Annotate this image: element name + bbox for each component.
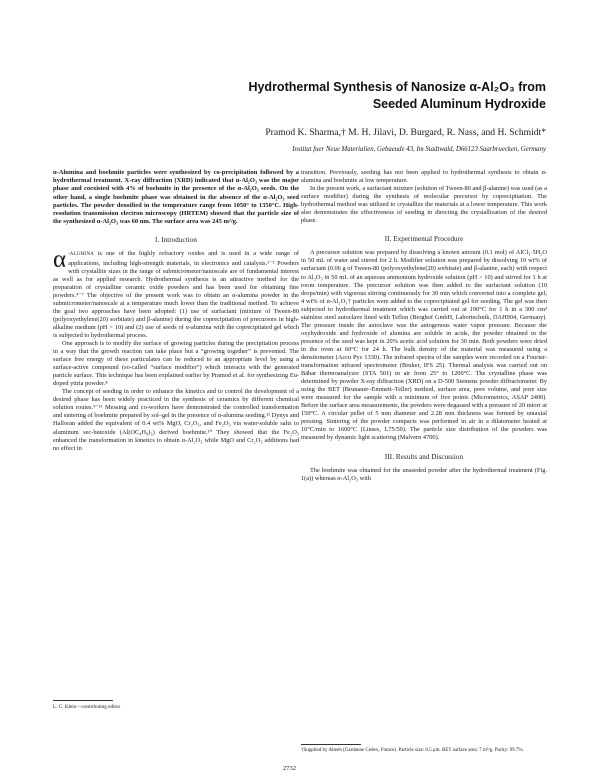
footnote-rule-right	[301, 744, 361, 745]
right-paragraph-1: transition. Previously, seeding has not been applied to hydrothermal synthesis to obtain α-alumina and boehmite at low temperature.	[301, 169, 547, 185]
left-column	[53, 169, 299, 453]
footnote-rule-left	[53, 700, 113, 701]
experimental-paragraph: A precursor solution was prepared by dissolving a known amount (0.1 mol) of AlCl₃·5H₂O in 50 mL of water and stirred for 2 h. Modifier solution was prepared by dissolving 10 wt% of surfactant (0.06 g of Tween-80 (polyoxyethylene(20) sorbitate) and β-alanine, each) with respect to Al₂O₃ in 50 mL of an aqueous ammonium hydroxide solution (pH > 10) and stirred for 1 h at room temperature. The precursor solution was then added to the surfactant solution (10 drops/min) with vigorous stirring continuously for 30 min which converted into a complete gel; 4 wt% of α-Al₂O₃† particles were added to the coprecipitated gel for seeding. The gel was then subjected to hydrothermal treatment which was carried out at 190°C for 1 h in a 300 cm³ stainless steel autoclave lined with Teflon (Berghof GmbH, Labortechnik, DAH904, Germany). The pressure inside the autoclave was the autogenous water vapor pressure. Because the oxyhydroxide and hydroxide of alumina are soluble in acids, the powder obtained in the presence of the seed was kept in 20% acetic acid solution for 30 min. Both powders were dried in the oven at 60°C for 24 h. The bulk density of the material was measured using a densitometer (Accu Pyc 1330). The infrared spectra of the samples were recorded on a Fourier-transformation infrared spectrometer (Bruker, IFS 25). Thermal analysis was carried out on Bähar thermoanalyzer (STA 501) in air from 25° to 1200°C. The crystalline phase was determined by powder X-ray diffraction (XRD) on a D-500 Siemens powder diffractometer. By using the BET (Brunauer–Emmett–Teller) method, surface area, pore volume, and pore size were measured for the sample with a minimum of five points (Micrometrics, ASAP 2400). Before the surface area measurements, the powders were degassed with a pressure of 20 mtorr at 150°C. A circular pellet of 5 mm diameter and 2.28 mm thickness was formed by uniaxial pressing. Sintering of the powder compacts was performed in air in a dilatometer heated at 10°C/min to 1600°C (Linses, L75/50). The particle size distribution of the powders was measured by dynamic light scattering (Malvern 4700).	[301, 249, 547, 442]
page-number: 2732	[283, 765, 296, 772]
results-paragraph: The boehmite was obtained for the unseeded powder after the hydrothermal treatment (Fig. 1(a)) whereas α-Al₂O₃ with	[301, 466, 547, 482]
affiliation: Institut fuer Neue Materialien, Gebaeude 43, Im Stadtwald, D66123 Saarbruecken, Germany	[292, 146, 546, 153]
section-heading-results: III. Results and Discussion	[384, 452, 464, 461]
right-column	[301, 169, 547, 483]
right-paragraph-2: In the present work, a surfactant mixture (solution of Tween-80 and β-alanine) was used (as a surface modifier) during the synthesis of molecular precursor by coprecipitation. The hydrothermal method was utilized to crystallize the materials at a lower temperature. This work also demonstrates the effectiveness of seeding in directing the crystallization of the desired phase.	[301, 185, 547, 225]
intro-paragraph-2: One approach is to modify the surface of growing particles during the precipitation process in a way that the growth reaction can take place but a “growing together” is prevented. The surface free energy of these particulates can be reduced to an appropriate level by using a surface-active compound (so-called “surface modifier”) which interacts with the generated particle surface. This technique has been explained earlier by Pramod et al. for synthesizing Eu-doped yttria powder.⁸	[53, 339, 299, 388]
drop-cap: α	[53, 246, 67, 274]
abstract: α-Alumina and boehmite particles were synthesized by co-precipitation followed by a hydrothermal treatment. X-ray diffraction (XRD) indicated that α-Al₂O₃ was the major phase and coexisted with 4% of boehmite in the presence of the α-Al₂O₃ seeds. On the other hand, a single boehmite phase was obtained in the absence of the α-Al₂O₃ seed particles. The powder densified in the temperature range from 1050° to 1350°C. High-resolution transmission electron microscopy (HRTEM) showed that the particle size of the synthesized α-Al₂O₃ was 60 nm. The surface area was 245 m²/g.	[53, 169, 299, 226]
title-line-1: Hydrothermal Synthesis of Nanosize α-Al₂O₃ from	[248, 80, 546, 94]
footnote-editor: L. C. Klein—contributing editor	[53, 704, 121, 710]
intro-paragraph-1-text: is one of the highly refractory oxides and is used in a wide range of applications, including high-strength materials, in electronics and catalysts.¹⁻³ Powders with crystallite sizes in the range of submicrometer/nanoscale are of fundamental interest as well as for applied research. Hydrothermal synthesis is an attractive method for the preparation of crystalline ceramic oxide powders and has been used for obtaining fine powders.⁴⁻⁷ The objective of the present work was to obtain an α-alumina powder in the submicrometer/nanoscale at a temperature much lower than the traditional method. To achieve the goal two approaches have been adopted: (1) use of surfactant (mixture of Tween-80 (polyoxyethylene(20) sorbitate) and β-alanine) during the coprecipitation of precursors in high-alkaline medium (pH > 10) and (2) use of seeds of α-alumina with the coprecipitated gel which is subjected to hydrothermal process.	[53, 250, 299, 339]
author-list: Pramod K. Sharma,† M. H. Jilavi, D. Burgard, R. Nass, and H. Schmidt*	[265, 127, 546, 138]
paper-title	[150, 79, 546, 113]
intro-paragraph-1	[53, 246, 299, 340]
intro-paragraph-3: The concept of seeding in order to enhance the kinetics and to control the development of a desired phase has been widely practiced in the synthesis of ceramics by different chemical solution routes.⁹⁻¹¹ Messing and co-workers have demonstrated the controlled transformation and sintering of boehmite prepared by sol–gel in the presence of α-alumina seeding.¹² Dynys and Halloran added the equivalent of 0.4 wt% MgO, Cr₂O₃, and Fe₂O₃ via water-soluble salts to aluminum sec-butoxide (Al(OC₄H₉)₃) derived boehmite.¹⁰ They showed that the Fe₂O₃ enhanced the transformation in kinetics to obtain α-Al₂O₃ while MgO and Cr₂O₃ additions had no effect in	[53, 388, 299, 452]
section-heading-introduction: I. Introduction	[155, 236, 197, 245]
title-line-2: Seeded Aluminum Hydroxide	[372, 97, 546, 111]
section-heading-experimental: II. Experimental Procedure	[384, 235, 464, 244]
footnote-supplier: †Supplied by Alteeh (Gardanne Cedex, France). Particle size: 0.5 μm. BET surface area: 7 m²/g. Purity: 99.7%.	[301, 748, 524, 753]
lead-smallcaps: -ALUMINA	[68, 252, 94, 258]
